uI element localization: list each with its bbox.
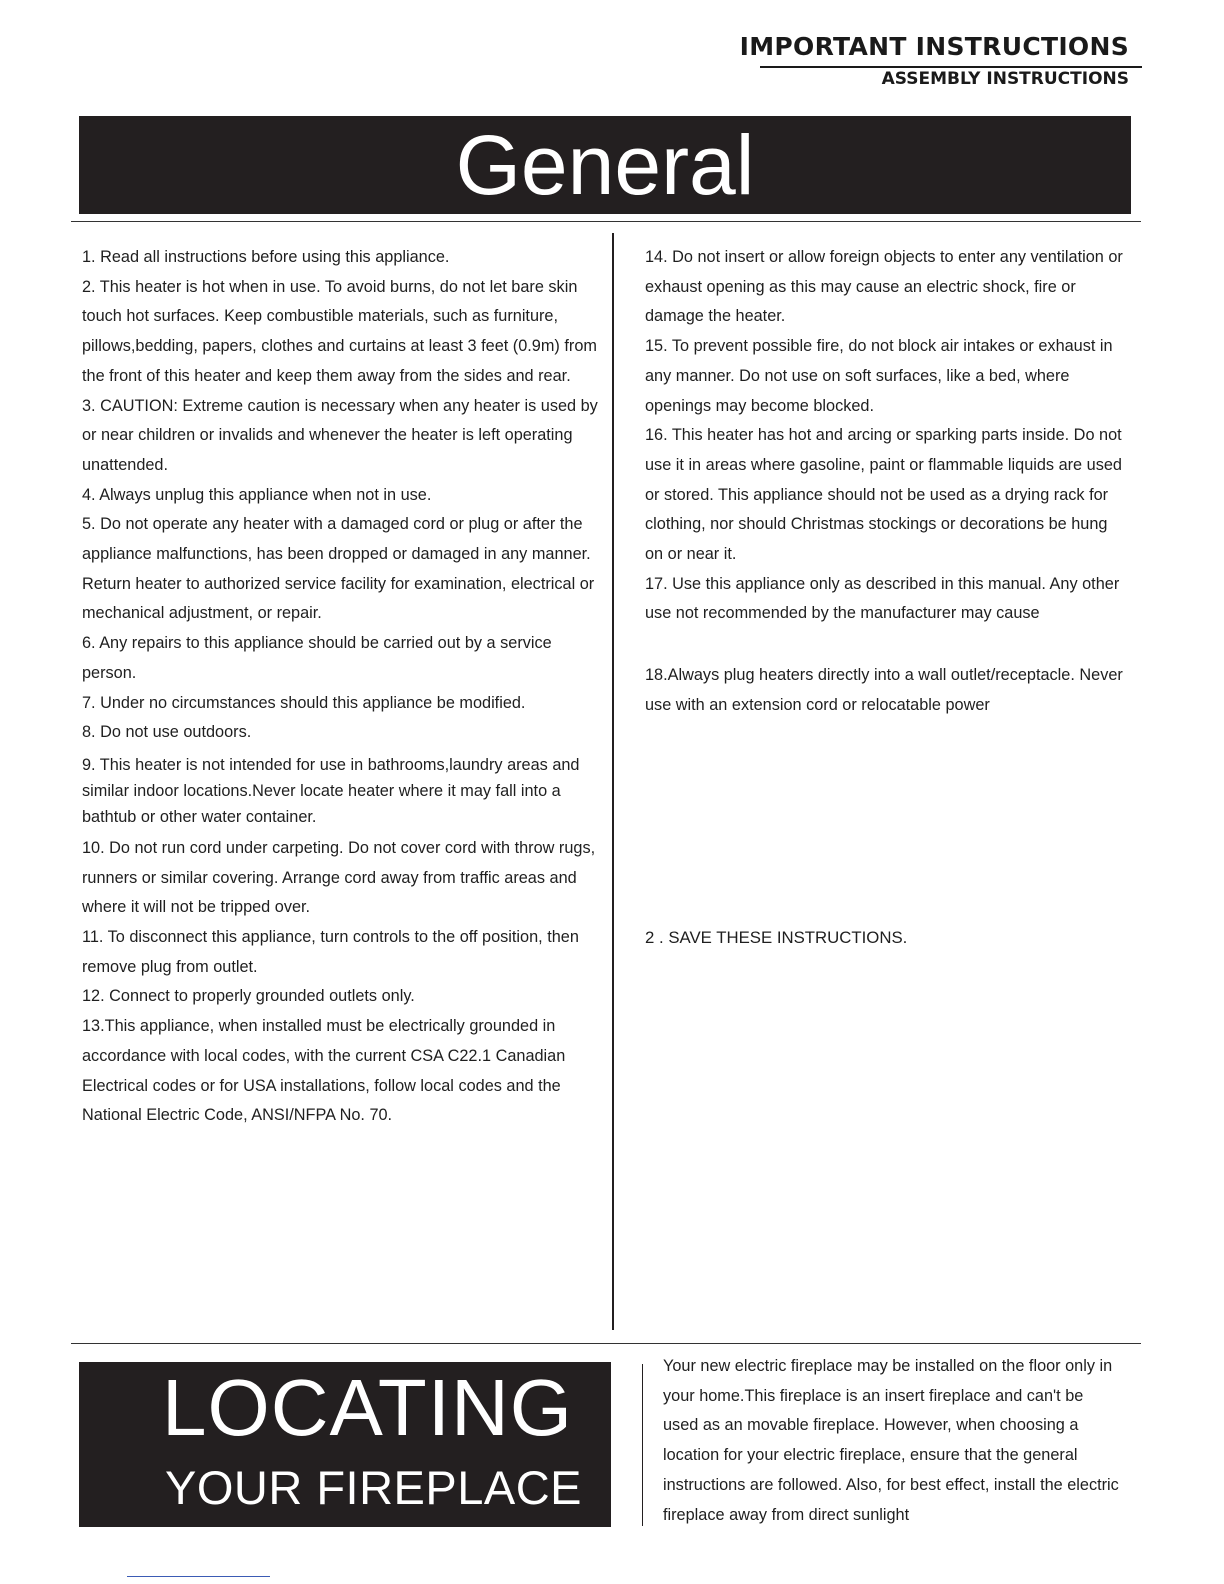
locating-paragraph: Your new electric fireplace may be installed on the floor only in your home.This fireplace is an insert fireplace and can't be used as an movable fireplace. However, when choosing a location for your electric fireplace, ensure that the general instructions are followed. Also, for best effect, install the electric fireplace away from direct sunlight — [663, 1357, 1119, 1524]
instruction-item-12: 12. Connect to properly grounded outlets only. — [82, 987, 415, 1006]
instruction-item-11: 11. To disconnect this appliance, turn controls to the off position, then remove plug from outlet. — [82, 928, 579, 976]
instruction-item-18: 18.Always plug heaters directly into a wall outlet/receptacle. Never use with an extension cord or relocatable power — [645, 666, 1123, 714]
instruction-item-14: 14. Do not insert or allow foreign objects to enter any ventilation or exhaust opening as this may cause an electric shock, fire or damage the heater. — [645, 248, 1123, 326]
instruction-item-17: 17. Use this appliance only as described in this manual. Any other use not recommended by the manufacturer may cause — [645, 574, 1120, 623]
locating-divider — [642, 1364, 643, 1526]
instruction-item-7: 7. Under no circumstances should this appliance be modified. — [82, 693, 526, 712]
section-rule-bottom — [71, 1343, 1141, 1344]
instruction-item-1: 1. Read all instructions before using this appliance. — [82, 248, 450, 266]
instruction-item-16: 16. This heater has hot and arcing or sparking parts inside. Do not use it in areas where gasoline, paint or flammable liquids are used or stored. This appliance should not be used as a drying rack for clothing, nor should Christmas stockings or decorations be hung on or near it. — [645, 426, 1122, 564]
instructions-right-column — [645, 243, 1125, 721]
instruction-item-4: 4. Always unplug this appliance when not in use. — [82, 485, 432, 504]
instruction-item-15: 15. To prevent possible fire, do not block air intakes or exhaust in any manner. Do not use on soft surfaces, like a bed, where openings may become blocked. — [645, 337, 1113, 415]
instruction-item-2: 2. This heater is hot when in use. To avoid burns, do not let bare skin touch hot surfaces. Keep combustible materials, such as furniture, pillows,bedding, papers, clothes and curtains at least 3 feet (0.9m) from the front of this heater and keep them away from the sides and rear. — [82, 277, 597, 385]
header-underline — [760, 66, 1142, 68]
general-banner — [79, 116, 1131, 214]
header-subtitle: ASSEMBLY INSTRUCTIONS — [881, 69, 1129, 89]
instruction-item-8: 8. Do not use outdoors. — [82, 723, 252, 742]
general-heading: General — [455, 118, 755, 212]
instruction-item-13: 13.This appliance, when installed must be electrically grounded in accordance with local codes, with the current CSA C22.1 Canadian Electrical codes or for USA installations, follow local codes and the National Electric Code, ANSI/NFPA No. 70. — [82, 1017, 566, 1125]
instruction-item-10: 10. Do not run cord under carpeting. Do not cover cord with throw rugs, runners or similar covering. Arrange cord away from traffic areas and where it will not be tripped over. — [82, 838, 596, 917]
save-instructions-note: 2 . SAVE THESE INSTRUCTIONS. — [645, 928, 908, 947]
locating-title: LOCATING — [162, 1363, 574, 1452]
locating-banner — [79, 1362, 611, 1527]
instruction-item-3: 3. CAUTION: Extreme caution is necessary when any heater is used by or near children or invalids and whenever the heater is left operating unattended. — [82, 396, 598, 474]
instruction-item-6: 6. Any repairs to this appliance should be carried out by a service person. — [82, 634, 552, 682]
section-rule-top — [71, 221, 1141, 222]
header-title: IMPORTANT INSTRUCTIONS — [739, 32, 1129, 61]
instruction-item-5: 5. Do not operate any heater with a damaged cord or plug or after the appliance malfunctions, has been dropped or damaged in any manner. Return heater to authorized service facility for examination, electrical or mechanical adjustment, or repair. — [82, 515, 595, 623]
instruction-item-9: 9. This heater is not intended for use in bathrooms,laundry areas and similar indoor locations.Never locate heater where it may fall into a bathtub or other water container. — [82, 755, 580, 826]
column-divider — [612, 233, 614, 1330]
locating-subtitle: YOUR FIREPLACE — [165, 1461, 583, 1514]
instructions-left-column — [82, 243, 602, 1131]
footer-link-underline — [127, 1576, 270, 1577]
